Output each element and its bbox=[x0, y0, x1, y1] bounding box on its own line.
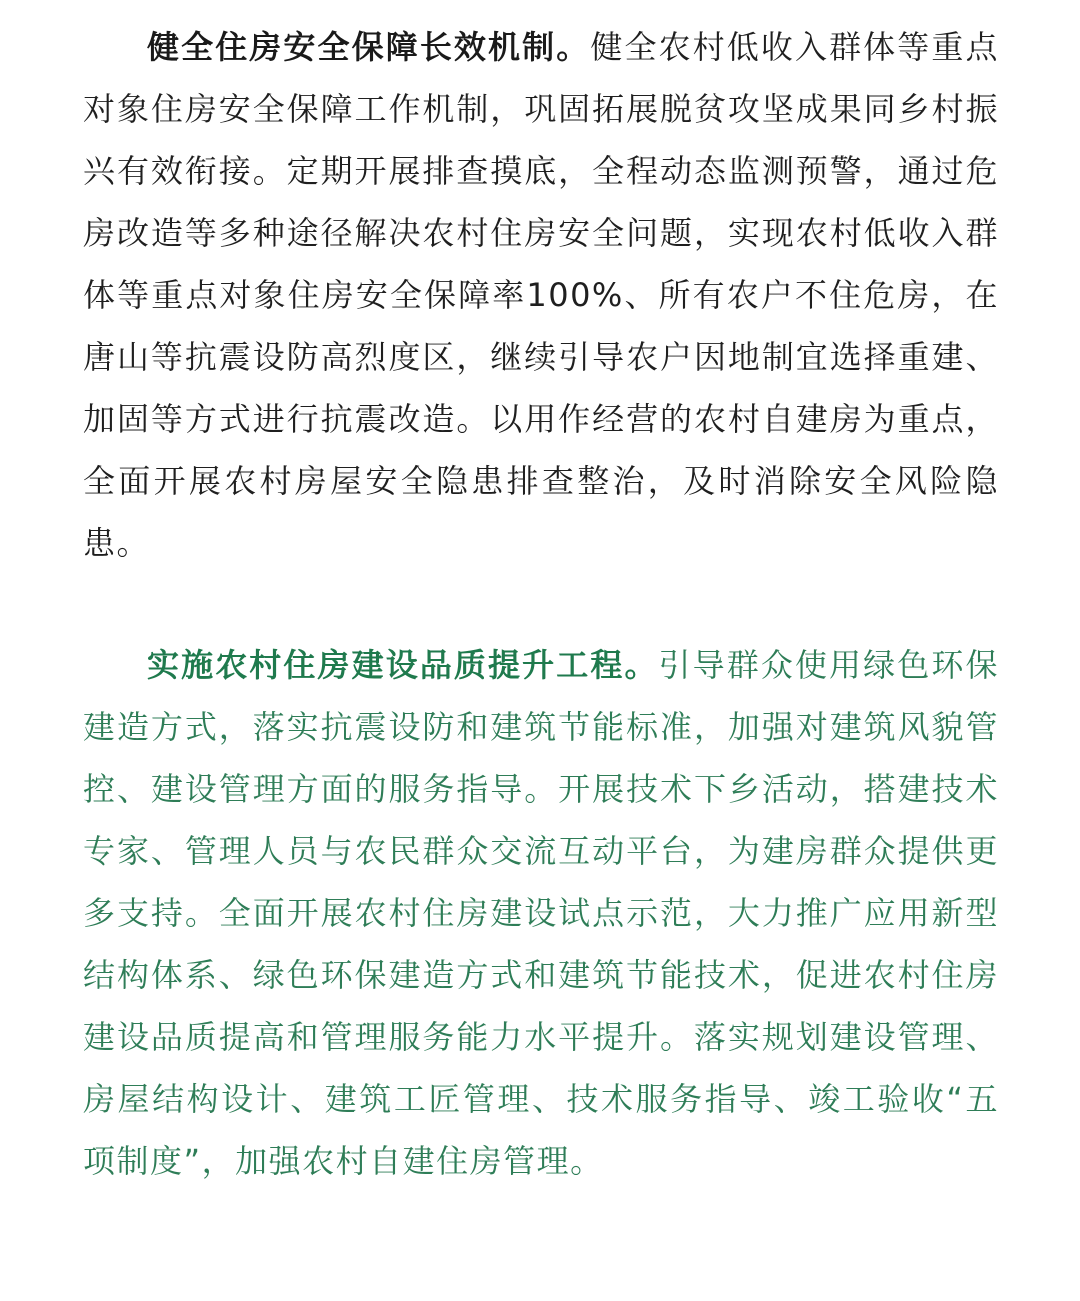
article-body bbox=[83, 16, 999, 1192]
paragraph-heading: 健全住房安全保障长效机制。 bbox=[147, 28, 591, 66]
paragraph-housing-quality bbox=[83, 634, 999, 1192]
paragraph-heading: 实施农村住房建设品质提升工程。 bbox=[147, 646, 659, 684]
paragraph-housing-safety bbox=[83, 16, 999, 574]
paragraph-text: 引导群众使用绿色环保建造方式，落实抗震设防和建筑节能标准，加强对建筑风貌管控、建设管理方面的服务指导。开展技术下乡活动，搭建技术专家、管理人员与农民群众交流互动平台，为建房群众提供更多支持。全面开展农村住房建设试点示范，大力推广应用新型结构体系、绿色环保建造方式和建筑节能技术，促进农村住房建设品质提高和管理服务能力水平提升。落实规划建设管理、房屋结构设计、建筑工匠管理、技术服务指导、竣工验收“五项制度”，加强农村自建住房管理。 bbox=[83, 646, 999, 1180]
paragraph-text: 健全农村低收入群体等重点对象住房安全保障工作机制，巩固拓展脱贫攻坚成果同乡村振兴有效衔接。定期开展排查摸底，全程动态监测预警，通过危房改造等多种途径解决农村住房安全问题，实现农村低收入群体等重点对象住房安全保障率100%、所有农户不住危房，在唐山等抗震设防高烈度区，继续引导农户因地制宜选择重建、加固等方式进行抗震改造。以用作经营的农村自建房为重点，全面开展农村房屋安全隐患排查整治，及时消除安全风险隐患。 bbox=[83, 28, 999, 562]
